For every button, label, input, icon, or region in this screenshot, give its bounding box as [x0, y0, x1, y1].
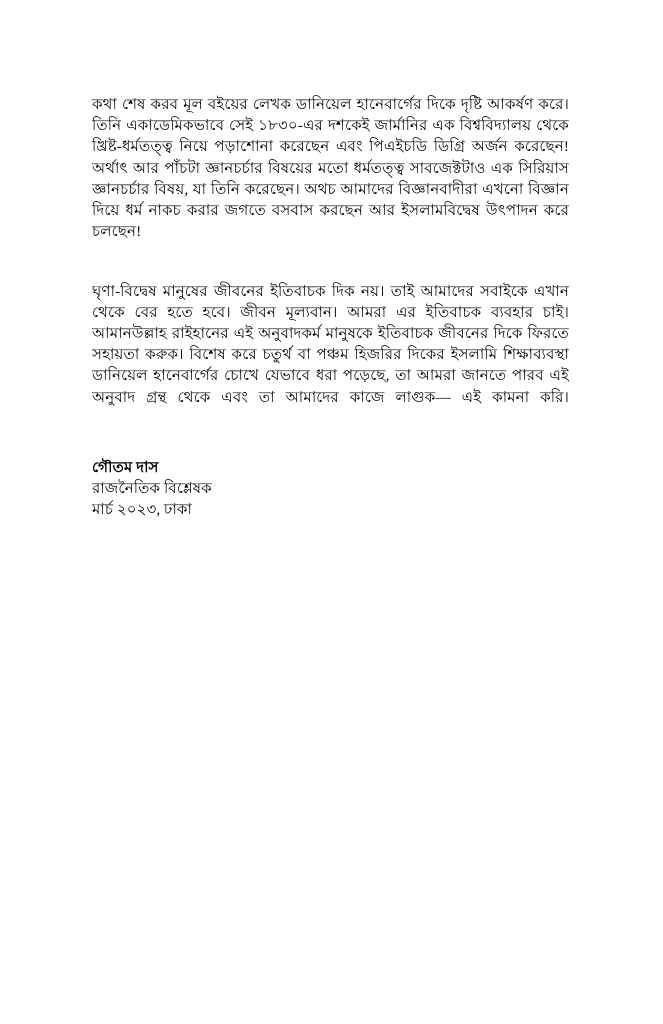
signature-dateline: মার্চ ২০২৩, ঢাকা: [92, 501, 192, 519]
page-content: [92, 94, 569, 521]
signature-author-role: রাজনৈতিক বিশ্লেষক: [92, 480, 212, 498]
signature-block: [92, 457, 569, 521]
signature-author-name: গৌতম দাস: [92, 459, 159, 477]
body-paragraph-1: কথা শেষ করব মূল বইয়ের লেখক ডানিয়েল হানেবার্গের দিকে দৃষ্টি আকর্ষণ করে। তিনি একাডেমিকভাবে সেই ১৮৩০-এর দশকেই জার্মানির এক বিশ্ববিদ্যালয় থেকে খ্রিষ্ট-ধর্মতত্ত্ব নিয়ে পড়াশোনা করেছেন এবং পিএইচডি ডিগ্রি অর্জন করেছেন! অর্থাৎ আর পাঁচটা জ্ঞানচর্চার বিষয়ের মতো ধর্মতত্ত্ব সাবজেক্টটাও এক সিরিয়াস জ্ঞানচর্চার বিষয়, যা তিনি করেছেন। অথচ আমাদের বিজ্ঞানবাদীরা এখনো বিজ্ঞান দিয়ে ধর্ম নাকচ করার জগতে বসবাস করছেন আর ইসলামবিদ্বেষ উৎপাদন করে চলছেন!: [92, 96, 569, 241]
body-paragraph-2: ঘৃণা-বিদ্বেষ মানুষের জীবনের ইতিবাচক দিক নয়। তাই আমাদের সবাইকে এখান থেকে বের হতে হবে। জীবন মূল্যবান। আমরা এর ইতিবাচক ব্যবহার চাই। আমানউল্লাহ রাইহানের এই অনুবাদকর্ম মানুষকে ইতিবাচক জীবনের দিকে ফিরতে সহায়তা করুক। বিশেষ করে চতুর্থ বা পঞ্চম হিজরির দিকের ইসলামি শিক্ষাব্যবস্থা ডানিয়েল হানেবার্গের চোখে যেভাবে ধরা পড়েছে, তা আমরা জানতে পারব এই অনুবাদ গ্রন্থ থেকে এবং তা আমাদের কাজে লাগুক— এই কামনা করি।: [92, 282, 569, 406]
